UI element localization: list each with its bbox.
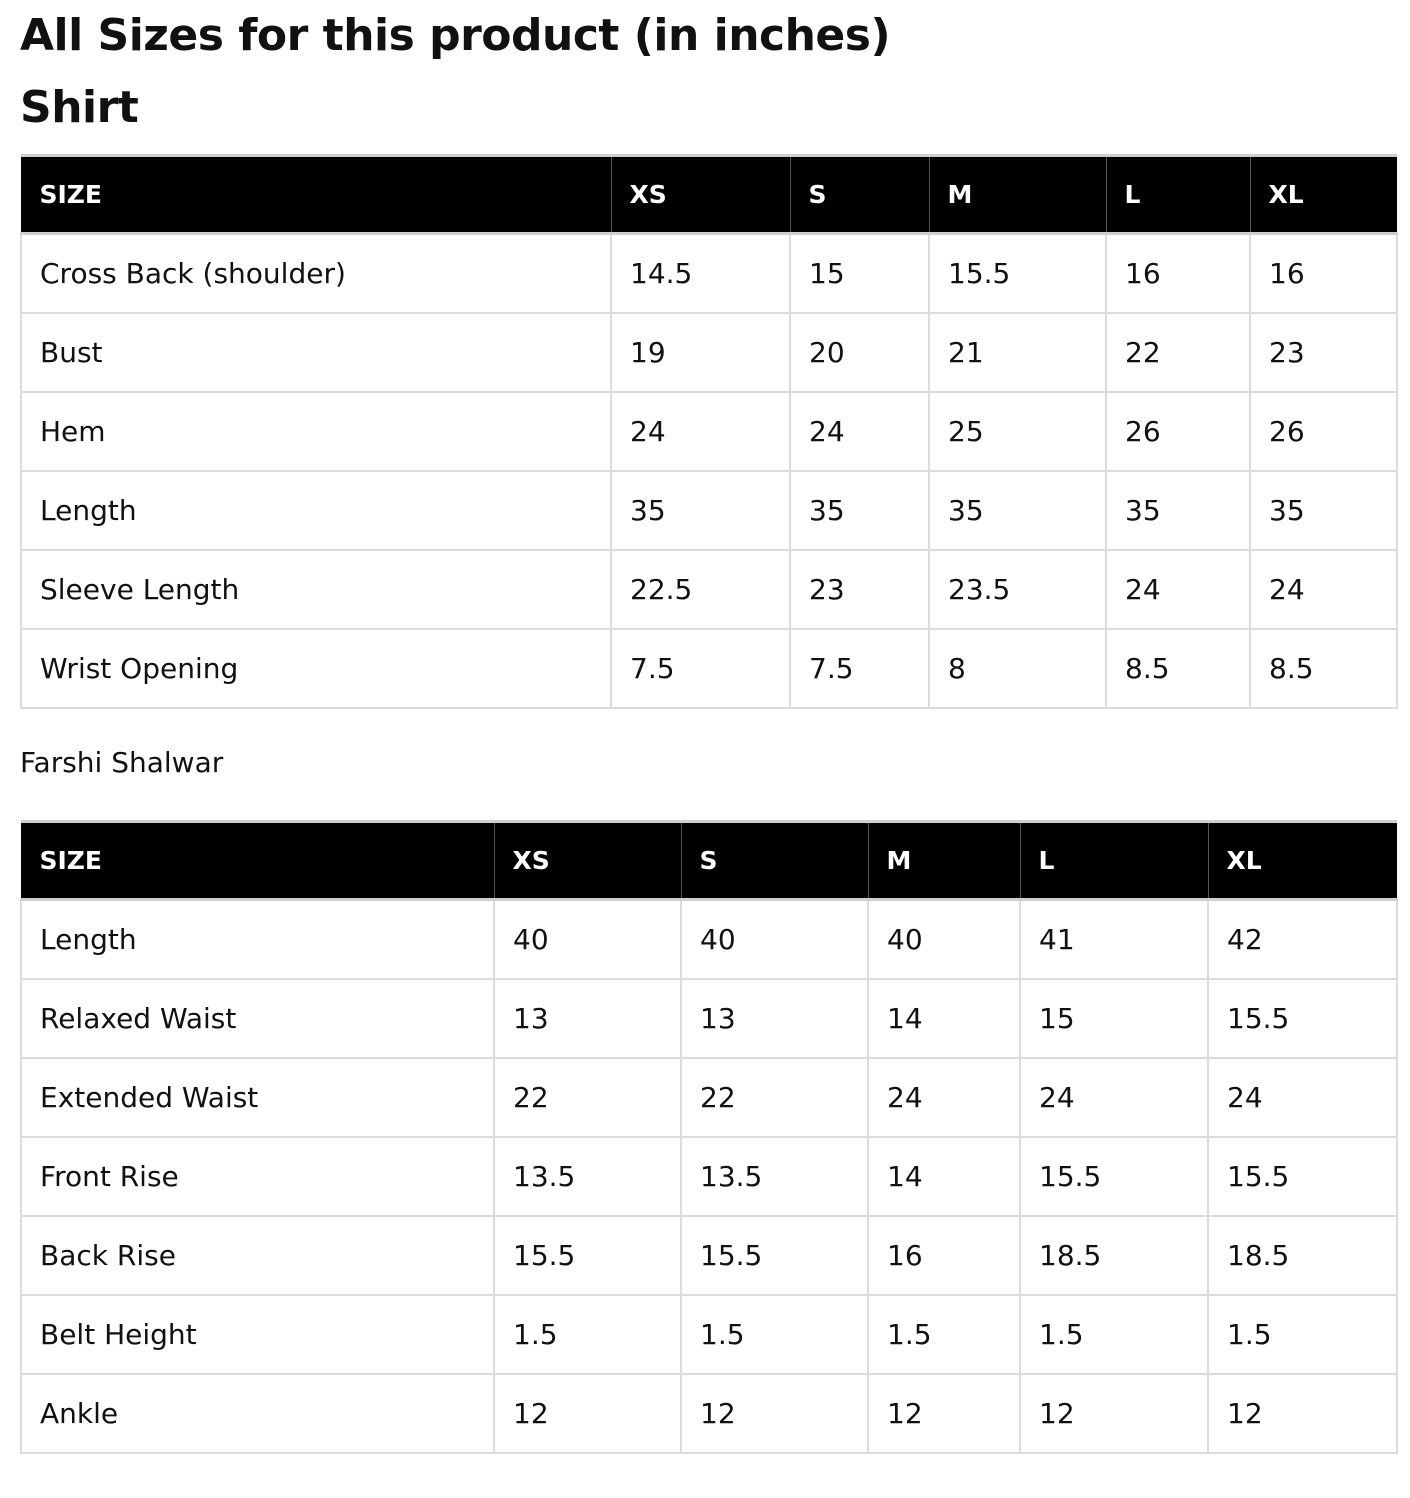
column-header: XL (1250, 156, 1397, 234)
shirt-size-table (20, 154, 1398, 709)
table-row (21, 234, 1397, 313)
table-cell: 15.5 (681, 1216, 868, 1295)
column-header: M (929, 156, 1106, 234)
table-cell: 22.5 (611, 550, 790, 629)
table-cell: 14 (868, 1137, 1020, 1216)
table-cell: 35 (929, 471, 1106, 550)
table-cell: 8 (929, 629, 1106, 708)
table-row (21, 1216, 1397, 1295)
table-cell: 41 (1020, 900, 1208, 979)
measurement-label: Ankle (21, 1374, 494, 1453)
table-row (21, 979, 1397, 1058)
page-title: All Sizes for this product (in inches) (20, 10, 891, 61)
measurement-label: Bust (21, 313, 611, 392)
table-cell: 16 (868, 1216, 1020, 1295)
column-header: S (790, 156, 929, 234)
table-cell: 25 (929, 392, 1106, 471)
table-cell: 21 (929, 313, 1106, 392)
table-cell: 19 (611, 313, 790, 392)
column-header: XS (611, 156, 790, 234)
table-cell: 22 (494, 1058, 681, 1137)
table-cell: 13.5 (681, 1137, 868, 1216)
table-cell: 12 (868, 1374, 1020, 1453)
measurement-label: Front Rise (21, 1137, 494, 1216)
table-cell: 20 (790, 313, 929, 392)
table-row (21, 471, 1397, 550)
table-cell: 15.5 (1208, 979, 1397, 1058)
column-header: SIZE (21, 822, 494, 900)
table-cell: 24 (611, 392, 790, 471)
shirt-section-title: Shirt (20, 82, 139, 133)
table-cell: 7.5 (790, 629, 929, 708)
table-cell: 15 (790, 234, 929, 313)
table-cell: 23.5 (929, 550, 1106, 629)
table-cell: 24 (1106, 550, 1250, 629)
table-row (21, 392, 1397, 471)
table-row (21, 900, 1397, 979)
table-cell: 40 (494, 900, 681, 979)
column-header: L (1020, 822, 1208, 900)
table-cell: 40 (868, 900, 1020, 979)
column-header: L (1106, 156, 1250, 234)
column-header: M (868, 822, 1020, 900)
table-row (21, 550, 1397, 629)
table-cell: 42 (1208, 900, 1397, 979)
table-cell: 7.5 (611, 629, 790, 708)
table-cell: 1.5 (494, 1295, 681, 1374)
table-row (21, 1295, 1397, 1374)
table-cell: 35 (1106, 471, 1250, 550)
table-cell: 15.5 (1208, 1137, 1397, 1216)
table-cell: 12 (494, 1374, 681, 1453)
table-row (21, 313, 1397, 392)
column-header: XS (494, 822, 681, 900)
measurement-label: Length (21, 471, 611, 550)
table-cell: 14 (868, 979, 1020, 1058)
measurement-label: Sleeve Length (21, 550, 611, 629)
table-row (21, 1137, 1397, 1216)
table-cell: 22 (681, 1058, 868, 1137)
table-cell: 24 (1020, 1058, 1208, 1137)
table-cell: 24 (1250, 550, 1397, 629)
table-cell: 14.5 (611, 234, 790, 313)
table-cell: 12 (1020, 1374, 1208, 1453)
measurement-label: Belt Height (21, 1295, 494, 1374)
table-cell: 13 (494, 979, 681, 1058)
table-cell: 24 (1208, 1058, 1397, 1137)
table-cell: 18.5 (1020, 1216, 1208, 1295)
table-cell: 26 (1250, 392, 1397, 471)
table-cell: 1.5 (1208, 1295, 1397, 1374)
table-cell: 15 (1020, 979, 1208, 1058)
table-cell: 13.5 (494, 1137, 681, 1216)
table-cell: 40 (681, 900, 868, 979)
column-header: S (681, 822, 868, 900)
table-cell: 26 (1106, 392, 1250, 471)
measurement-label: Extended Waist (21, 1058, 494, 1137)
column-header: SIZE (21, 156, 611, 234)
table-cell: 24 (790, 392, 929, 471)
table-cell: 13 (681, 979, 868, 1058)
table-cell: 35 (1250, 471, 1397, 550)
table-cell: 15.5 (494, 1216, 681, 1295)
table-cell: 8.5 (1250, 629, 1397, 708)
table-cell: 15.5 (929, 234, 1106, 313)
table-cell: 12 (1208, 1374, 1397, 1453)
table-cell: 35 (611, 471, 790, 550)
table-cell: 23 (1250, 313, 1397, 392)
measurement-label: Length (21, 900, 494, 979)
table-cell: 23 (790, 550, 929, 629)
table-row (21, 1374, 1397, 1453)
table-row (21, 1058, 1397, 1137)
table-cell: 18.5 (1208, 1216, 1397, 1295)
measurement-label: Wrist Opening (21, 629, 611, 708)
table-cell: 24 (868, 1058, 1020, 1137)
table-cell: 15.5 (1020, 1137, 1208, 1216)
shalwar-section-title: Farshi Shalwar (20, 746, 224, 779)
table-cell: 1.5 (681, 1295, 868, 1374)
shirt-header-row (21, 156, 1397, 234)
table-cell: 12 (681, 1374, 868, 1453)
column-header: XL (1208, 822, 1397, 900)
table-cell: 35 (790, 471, 929, 550)
table-cell: 1.5 (868, 1295, 1020, 1374)
table-cell: 22 (1106, 313, 1250, 392)
table-cell: 16 (1250, 234, 1397, 313)
table-cell: 8.5 (1106, 629, 1250, 708)
measurement-label: Relaxed Waist (21, 979, 494, 1058)
table-row (21, 629, 1397, 708)
table-cell: 1.5 (1020, 1295, 1208, 1374)
table-cell: 16 (1106, 234, 1250, 313)
shalwar-header-row (21, 822, 1397, 900)
measurement-label: Hem (21, 392, 611, 471)
measurement-label: Back Rise (21, 1216, 494, 1295)
shalwar-size-table (20, 820, 1398, 1454)
measurement-label: Cross Back (shoulder) (21, 234, 611, 313)
